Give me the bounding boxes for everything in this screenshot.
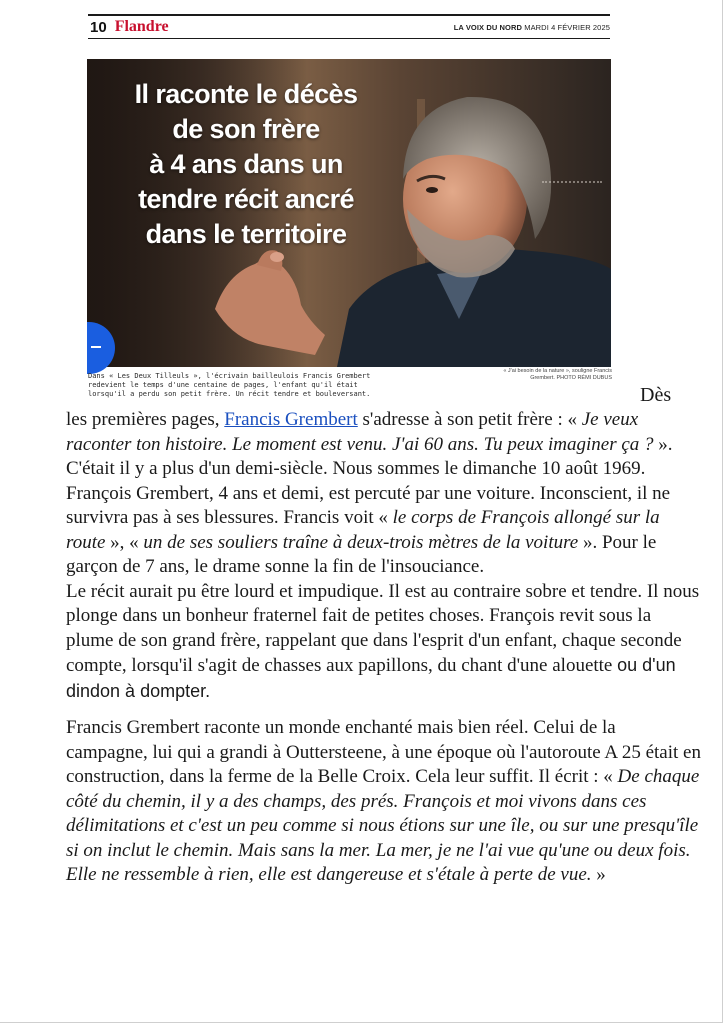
quote: un de ses souliers traîne à deux-trois mètres de la voiture	[143, 531, 579, 553]
quote: Je veux raconter ton histoire. Le moment est venu. J'ai 60 ans. Tu peux imaginer ça ?	[66, 409, 654, 455]
headline-line: à 4 ans dans un	[149, 149, 343, 179]
article-lead-word: Dès	[640, 384, 672, 406]
article-paragraph-2: C'était il y a plus d'un demi-siècle. Nous sommes le dimanche 10 août 1969. François Grembert, 4 ans et demi, est percuté par une voiture. Inconscient, il ne survivra pas à ses blessures. Francis voit « le corps de François allongé sur la route », « un de ses souliers traîne à deux-trois mètres de la voiture ». Pour le garçon de 7 ans, le drame sonne la fin de l'insouciance.	[66, 458, 671, 577]
quote: le corps de François allongé sur la route	[66, 507, 660, 553]
publication-date: MARDI 4 FÉVRIER 2025	[524, 22, 610, 32]
paragraph-gap	[66, 704, 702, 716]
section-name: Flandre	[114, 18, 169, 35]
author-link[interactable]: Francis Grembert	[224, 409, 358, 430]
article-paragraph-3: Le récit aurait pu être lourd et impudique. Il est au contraire sobre et tendre. Il nous plonge dans un bonheur fraternel fait de petites choses. François revit sous la plume de son grand frère, rappelant que dans l'esprit d'un enfant, chaque seconde compte, lorsqu'il s'agit de chasses aux papillons, du chant d'une alouette ou d'un dindon à dompter.	[66, 580, 700, 701]
page-number: 10	[90, 18, 107, 36]
headline-line: dans le territoire	[145, 219, 347, 249]
photo-caption: Dans « Les Deux Tilleuls », l'écrivain bailleulois Francis Grembert redevient le temps d'une centaine de pages, l'enfant qu'il était lorsqu'il a perdu son petit frère. Un récit tendre et bouleversant.	[88, 372, 371, 398]
article-paragraph-1: les premières pages, Francis Grembert s'adresse à son petit frère : « Je veux raconter ton histoire. Le moment est venu. J'ai 60 ans. Tu peux imaginer ça ? ».	[66, 409, 673, 455]
headline-line: de son frère	[172, 114, 320, 144]
quote: De chaque côté du chemin, il y a des champs, des prés. François et moi vivons dans ces délimitations et c'est un peu comme si nous étions sur une île, ou sur une presqu'île si on inclut le chemin. Mais sans la mer. La mer, je ne l'ai vue qu'une ou deux fois. Elle ne ressemble à rien, elle est dangereuse et s'étale à perte de vue.	[66, 766, 700, 885]
headline-line: Il raconte le décès	[134, 79, 358, 109]
headline-line: tendre récit ancré	[138, 184, 354, 214]
hero-photo	[87, 59, 611, 367]
newspaper-header	[88, 14, 610, 39]
sans-phrase: ou d'un dindon à dompter.	[66, 655, 676, 701]
publication-dateline	[454, 23, 610, 32]
article-paragraph-4: Francis Grembert raconte un monde enchanté mais bien réel. Celui de la campagne, lui qui a grandi à Outtersteene, à une époque où l'autoroute A 25 était en construction, dans la ferme de la Belle Croix. Cela leur suffit. Il écrit : « De chaque côté du chemin, il y a des champs, des prés. François et moi vivons dans ces délimitations et c'est un peu comme si nous étions sur une île, ou sur une presqu'île si on inclut le chemin. Mais sans la mer. La mer, je ne l'ai vue qu'une ou deux fois. Elle ne ressemble à rien, elle est dangereuse et s'étale à perte de vue. »	[66, 717, 701, 885]
photo-credit: « J'ai besoin de la nature », souligne Francis Grembert. PHOTO RÉMI DUBUS	[503, 368, 612, 381]
article-body	[66, 408, 702, 888]
photo-artifact	[542, 177, 602, 183]
hero-headline	[101, 77, 391, 252]
publication-name: LA VOIX DU NORD	[453, 22, 523, 32]
